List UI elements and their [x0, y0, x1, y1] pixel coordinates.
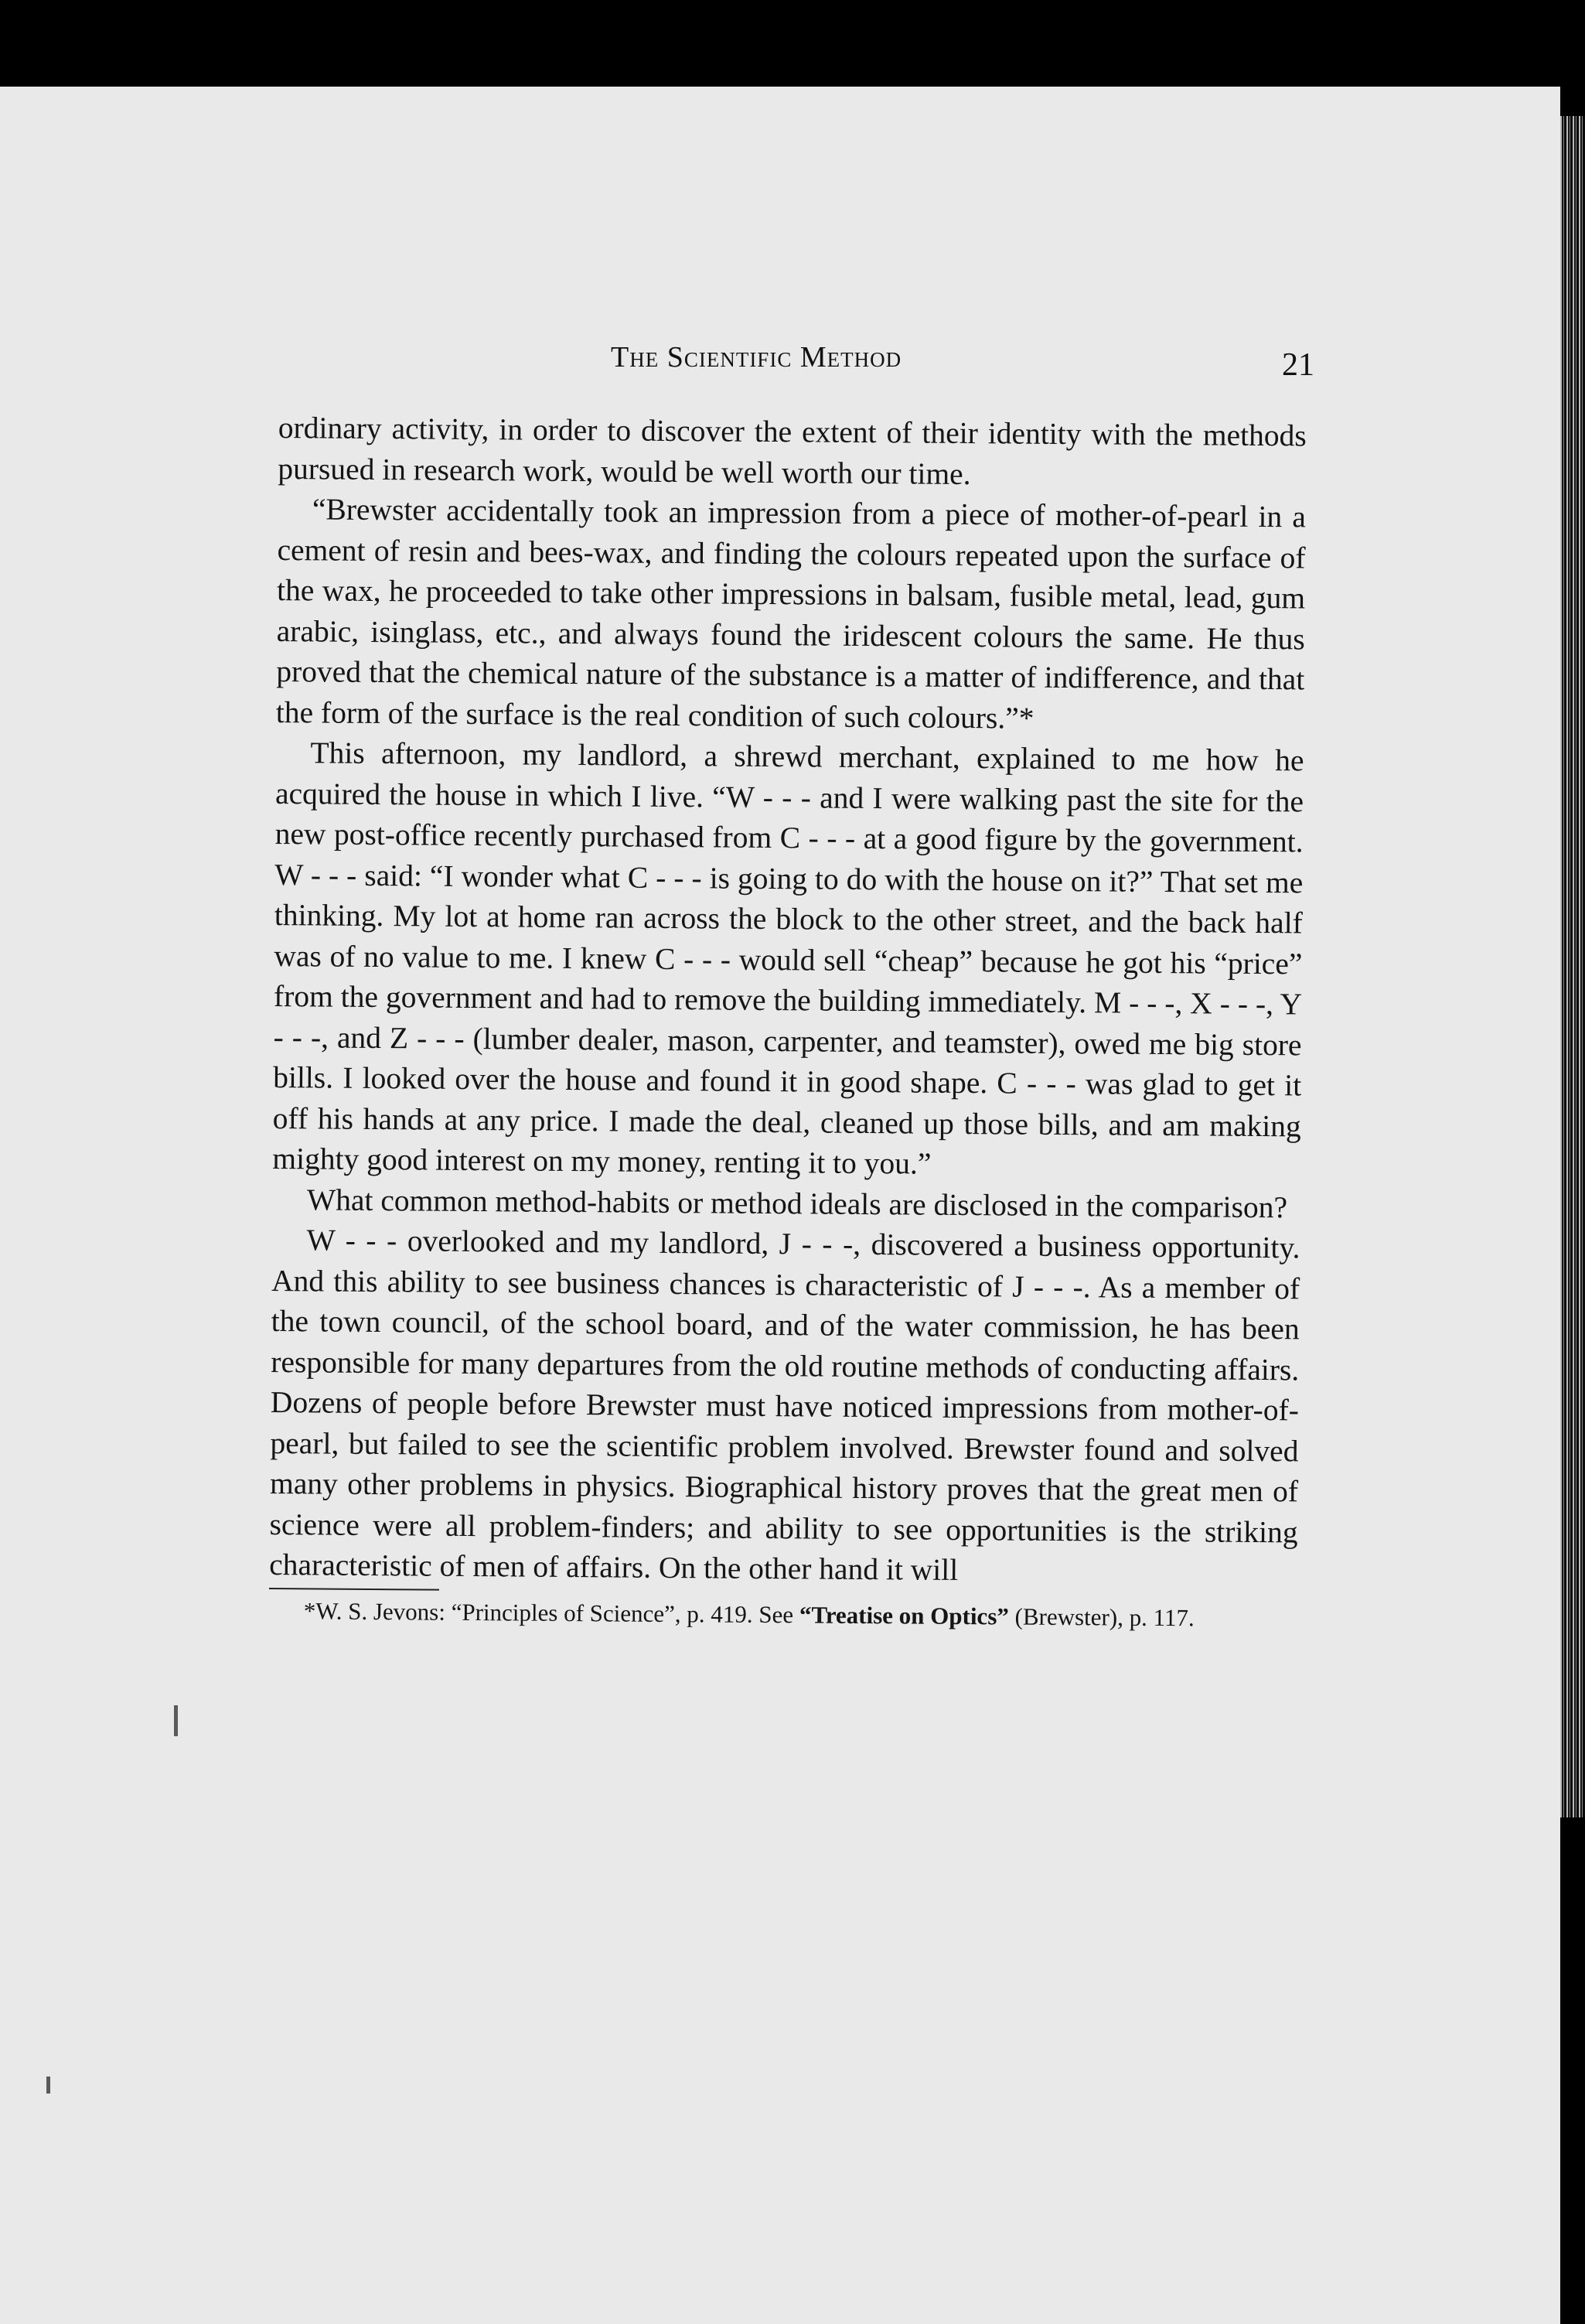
page-edge-shadow — [1560, 116, 1585, 1817]
body-text — [269, 408, 1307, 1633]
paragraph: ordinary activity, in order to discover the extent of their identity with the methods pursued in research work, would be well worth our time. — [278, 410, 1307, 491]
paragraph: What common method-habits or method ideals are disclosed in the comparison? — [306, 1182, 1288, 1224]
quotation-paragraph: “Brewster accidentally took an impression from a piece of mother-of-pearl in a cement of resin and bees-wax, and finding the colours repeated upon the surface of the wax, he proceeded to take other impressions in balsam, fusible metal, lead, gum arabic, isinglass, etc., and always found the iridescent colours the same. He thus proved that the chemical nature of the substance is a matter of indifference, and that the form of the surface is the real condition of such colours.”* — [275, 492, 1307, 735]
footnote-tail: (Brewster), p. 117. — [1014, 1602, 1195, 1631]
footnote-rule — [269, 1587, 439, 1590]
page-number: 21 — [1282, 347, 1314, 383]
left-margin-mark — [174, 1705, 178, 1736]
footnote-text: *W. S. Jevons: “Principles of Science”, p. 419. See — [303, 1596, 794, 1628]
left-margin-mark — [46, 2077, 50, 2094]
paragraph: This afternoon, my landlord, a shrewd merchant, explained to me how he acquired the house in which I live. “W - - - and I were walking past the site for the new post-office recently purchased from C - - - at a good figure by the government. W - - - said: “I wonder what C - - - is going to do with the house on it?” That set me thinking. My lot at home ran across the block to the other street, and the back half was of no value to me. I knew C - - - would sell “cheap” because he got his “price” from the government and had to remove the building immediately. M - - -, X - - -, Y - - -, and Z - - - (lumber dealer, mason, carpenter, and teamster), owed me big store bills. I looked over the house and found it in good shape. C - - - was glad to get it off his hands at any price. I made the deal, cleaned up those bills, and am making mighty good interest on my money, renting it to you.” — [272, 735, 1304, 1181]
paragraph: W - - - overlooked and my landlord, J - - -, discovered a business opportunity. And this ability to see business chances is characteristic of J - - -. As a member of the town council, of the school board, and of the water commission, he has been responsible for many departures from the old routine methods of conducting affairs. Dozens of people before Brewster must have noticed impressions from mother-of-pearl, but failed to see the scientific problem involved. Brewster found and solved many other problems in physics. Biographical history proves that the great men of science were all problem-finders; and ability to see opportunities is the striking characteristic of men of affairs. On the other hand it will — [269, 1223, 1300, 1587]
page-header — [278, 340, 1314, 387]
running-head: The Scientific Method — [611, 341, 902, 374]
footnote-reference: “Treatise on Optics” — [799, 1600, 1009, 1630]
